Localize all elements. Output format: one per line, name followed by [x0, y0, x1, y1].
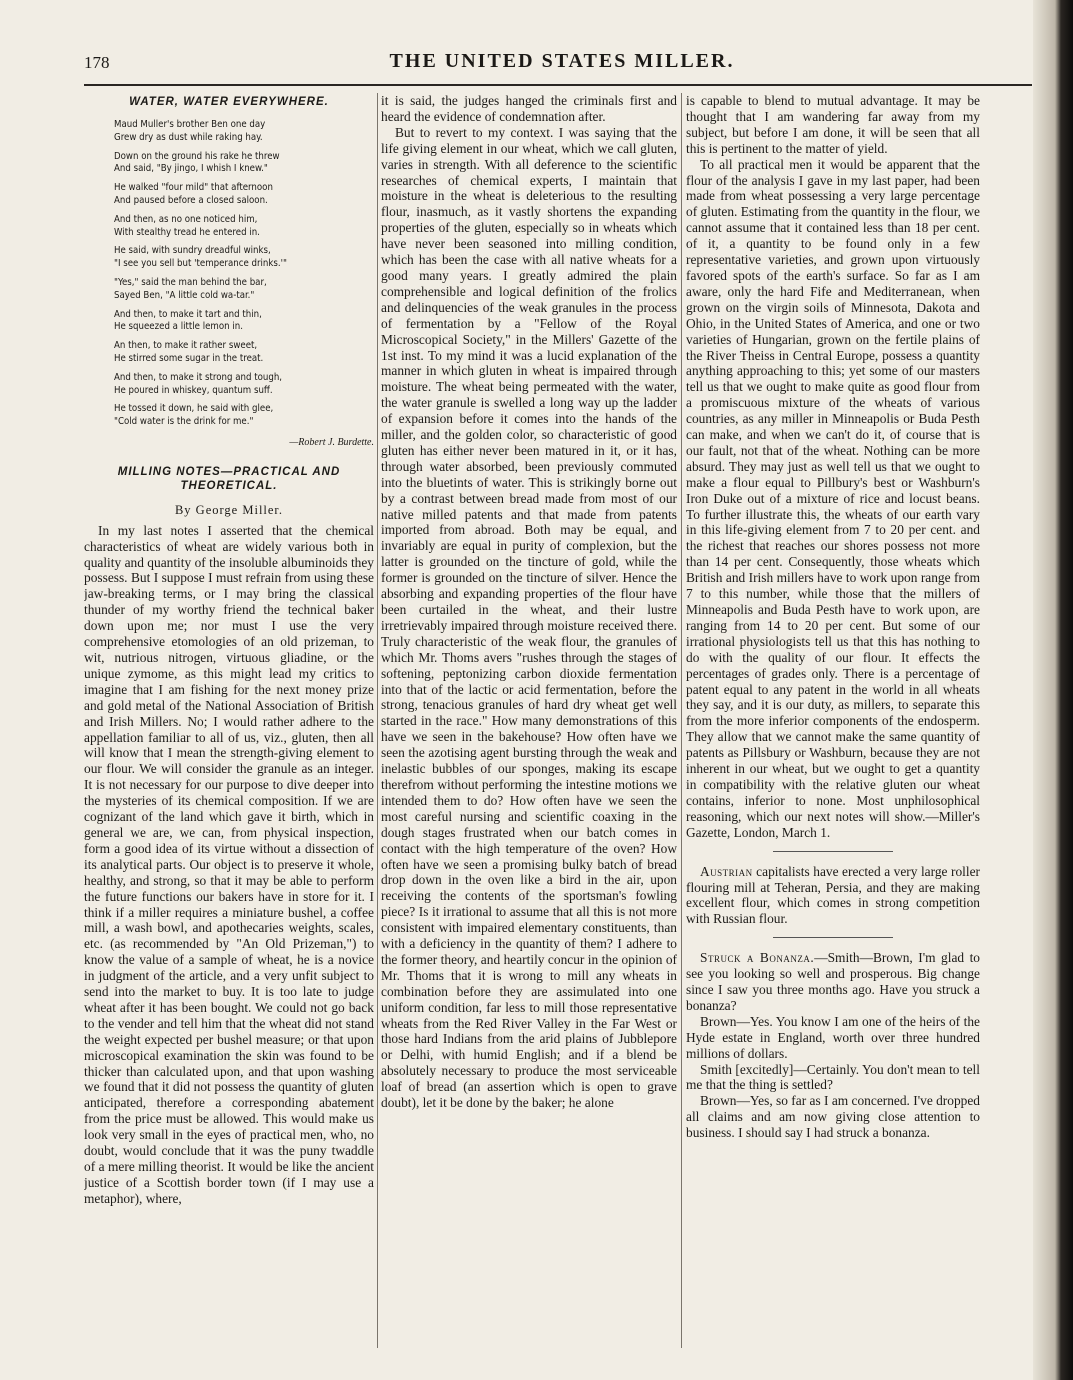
article-paragraph: is capable to blend to mutual advantage. It may be thought that I am wandering far away from my subject, but before I am done, it will be seen that all this is pertinent to the matter of yield. [686, 93, 980, 156]
bonanza-paragraph [686, 1093, 980, 1141]
section-separator [773, 851, 893, 852]
bonanza-paragraph [686, 950, 980, 1014]
poem-stanza [114, 119, 374, 145]
poem-line: And then, as no one noticed him, [114, 213, 258, 225]
poem-line: He tossed it down, he said with glee, [114, 403, 274, 415]
poem-stanza [114, 372, 374, 398]
page-header [84, 50, 1040, 80]
poem-line: "I see you sell but 'temperance drinks.'" [114, 258, 287, 270]
bonanza-lead: Struck a Bonanza. [700, 950, 815, 966]
poem-stanza [114, 277, 374, 303]
poem-line: He said, with sundry dreadful winks, [114, 245, 271, 257]
poem-line: He poured in whiskey, quantum suff. [114, 384, 273, 396]
article-body-col3 [686, 93, 980, 841]
bonanza-item [686, 950, 980, 1141]
publication-title: THE UNITED STATES MILLER. [389, 50, 735, 72]
poem [114, 119, 374, 429]
poem-line: And then, to make it strong and tough, [114, 371, 283, 383]
poem-line: And paused before a closed saloon. [114, 194, 268, 206]
poem-line: He walked "four mild" that afternoon [114, 182, 273, 194]
austrian-item [686, 864, 980, 928]
article-paragraph: To all practical men it would be apparent that the flour of the analysis I gave in my last paper, had been made from wheat possessing a very large percentage of gluten. Estimating from the quantity in the flour, we cannot assume that it contained less than 18 per cent. of it, a quantity to be found only in a few representative varieties, and grown upon virtuously favored spots of the earth's surface. So far as I am aware, only the hard Fife and Mediterranean, when grown on the virgin soils of Minnesota, Dakota and Ohio, in the United States of America, and one or two varieties of Hungarian, grown on the fertile plains of the River Theiss in Central Europe, possess a quantity anything approaching to this; yet some of our masters tell us that we ought to make quite as good flour from a promiscuous mixture of the wheats of various countries, as any miller in Minneapolis or Buda Pesth can make, and when we can't do it, of course that is our fault, not that of the wheat. Nothing can be more absurd. They may just as well tell us that we ought to make a flour equal to Pillbury's best or Washburn's Iron Duke out of a mixture of rice and locust beans. To further illustrate this, the wheats of our earth vary in this life-giving element from 7 to 20 per cent. and the richest that reaches our shores possess not more than 14 per cent. Consequently, those wheats which British and Irish millers have to work upon range from 7 to this number, while those that the millers of Minneapolis and Buda Pesth have to work upon, are ranging from 14 to 20 per cent. But some of our irrational physiologists tell us that this has nothing to do with the quality of our flour. It effects the percentages of grades only. There is a percentage of patent equal to any patent in the world in all wheats they say, and it is our duty, as millers, to separate this from the more inferior components of the endosperm. They allow that we cannot make the same quantity of patents as Pillsbury or Washburn, because they are not inherent in our wheat, but we ought to get a quantity in compatibility with the relative gluten our wheat contains, inferior to none. Most unphilosophical reasoning, which our next notes will show.—Miller's Gazette, London, March 1. [686, 156, 980, 840]
header-rule [84, 84, 1032, 86]
poem-line: He squeezed a little lemon in. [114, 321, 243, 333]
poem-line: And then, to make it tart and thin, [114, 308, 262, 320]
poem-stanza [114, 403, 374, 429]
poem-line: Grew dry as dust while raking hay. [114, 131, 263, 143]
article-paragraph: But to revert to my context. I was saying that the life giving element in our wheat, which we call gluten, varies in strength. With all deference to the scientific researches of chemical experts, I maintain that moisture in the wheat is deleterious to the resulting flour, inasmuch, as it vastly shortens the expanding properties of the gluten, especially so in wheats which have never been seasoned into milling condition, which has been the case with all native wheats for a good many years. I greatly admired the plain comprehensible and logical definition of the frolics and delinquencies of the weak granules in the process of fermentation by a "Fellow of the Royal Microscopical Society," in the Millers' Gazette of the 1st inst. To my mind it was a lucid explanation of the manner in which gluten in wheat is impaired through moisture. The wheat being permeated with the water, the water granule is swelled a long way up the ladder of expansion before it comes into the hands of the miller, and the golden color, so characteristic of good gluten has either never been matured in it, or it has, through water absorbed, been previously commuted into the bluetints of water. This is strikingly borne out by a contrast between bread made from most of our native milled patents and that made from patents imported from abroad. Both may be equal, and invariably are equal in purity of complexion, but the latter is grounded on the tincture of gold, while the former is grounded on the tincture of silver. Hence the absorbing and expanding properties of the flour have been curtailed in the wheat, and their lustre irretrievably impaired through moisture received there. Truly characteristic of the weak flour, the granules of which Mr. Thoms avers "rushes through the stages of softening, peptonizing carbon dioxide fermentation into that of the lactic or acid fermentation, before the strong, tenacious granules of hard dry wheat get well started in the race." How many demonstrations of this have we seen in the bakehouse? How often have we seen the azotising agent bursting through the weak and inelastic bubbles of our sponges, making its escape therefrom without performing the intestine motions we intended them to do? How often have we seen the most careful nursing and scientific coaxing in the dough stages frustrated when our batch comes in contact with the high temperature of the oven? How often have we seen a promising bulky batch of bread drop down in the oven like a bird in the air, upon receiving the contents of the sportsman's fowling piece? Is it irrational to assume that all this is not more consistent with impaired elementary constituents, than with a deficiency in the quantity of them? I adhere to the former theory, and heartily concur in the opinion of Mr. Thoms that it is wrong to mill any wheats in combination before they are assimulated into one uniform condition, far less to mill those representative wheats from the Red River Valley in the Far West or those hard Indians from the arid plains of Jubblepore or Delhi, with humid English; and if a blend be absolutely necessary to produce the most serviceable loaf of bread (an assertion which is open to grave doubt), let it be done by the baker; he alone [381, 124, 677, 1111]
austrian-text: capitalists have erected a very large roller flouring mill at Teheran, Persia, and they are making excellent flour, which comes in strong competition with Russian flour. [686, 863, 980, 927]
column-2 [381, 93, 677, 1353]
column-1 [84, 93, 374, 1353]
poem-line: "Cold water is the drink for me." [114, 416, 254, 428]
page-number: 178 [84, 53, 110, 72]
poem-stanza [114, 151, 374, 177]
article-byline: By George Miller. [174, 502, 284, 517]
section-separator [773, 937, 893, 938]
poem-title: WATER, WATER EVERYWHERE. [129, 96, 329, 108]
poem-line: Maud Muller's brother Ben one day [114, 119, 266, 130]
poem-stanza [114, 340, 374, 366]
bonanza-text: —Smith—Brown, I'm glad to see you looking so well and prosperous. Big change since I saw you three months ago. Have you struck a bonanza? [686, 950, 980, 1013]
bonanza-paragraph [686, 1014, 980, 1062]
column-3 [686, 93, 980, 1353]
poem-line: And said, "By jingo, I whish I knew." [114, 163, 268, 175]
poem-line: He stirred some sugar in the treat. [114, 352, 264, 364]
bonanza-text: Brown—Yes. You know I am one of the heirs of the Hyde estate in England, worth over three hundred millions of dollars. [686, 1013, 980, 1061]
bonanza-text: Smith [excitedly]—Certainly. You don't mean to tell me that the thing is settled? [686, 1061, 980, 1093]
poem-line: An then, to make it rather sweet, [114, 340, 258, 352]
poem-attribution: —Robert J. Burdette. [289, 436, 374, 448]
article-title: MILLING NOTES—PRACTICAL AND THEORETICAL. [117, 465, 341, 492]
column-divider [377, 93, 378, 1348]
poem-stanza [114, 214, 374, 240]
poem-line: "Yes," said the man behind the bar, [114, 276, 267, 288]
column-divider [681, 93, 682, 1348]
poem-stanza [114, 182, 374, 208]
article-body-col2 [381, 93, 677, 1111]
poem-line: With stealthy tread he entered in. [114, 226, 260, 238]
poem-line: Sayed Ben, "A little cold wa-tar." [114, 289, 255, 301]
page-binding-edge [1033, 0, 1073, 1380]
poem-stanza [114, 309, 374, 335]
bonanza-text: Brown—Yes, so far as I am concerned. I've dropped all claims and am now giving close attention to business. I should say I had struck a bonanza. [686, 1093, 980, 1141]
article-paragraph: it is said, the judges hanged the criminals first and heard the evidence of condemnation after. [381, 93, 677, 124]
poem-line: Down on the ground his rake he threw [114, 150, 280, 162]
poem-stanza [114, 245, 374, 271]
austrian-lead: Austrian [700, 863, 753, 879]
bonanza-paragraph [686, 1062, 980, 1094]
article-body-col1 [84, 523, 374, 1207]
article-paragraph: In my last notes I asserted that the chemical characteristics of wheat are widely various both in quality and quantity of the insoluble albuminoids they possess. But I suppose I must refrain from using these jaw-breaking terms, or I may bring the classical thunder of my worthy friend the technical baker down upon me; nor must I use the very comprehensive etomologies of an old prizeman, to wit, nutrious nitrogen, virtuous gliadine, or the unique zymome, as this might lead my critics to imagine that I am fishing for the next money prize and gold metal of the National Association of British and Irish Millers. No; I would rather adhere to the appellation familiar to all of us, viz., gluten, then all will know that I mean the strength-giving element to our flour. We will consider the granule as an integer. It is not necessary for our purpose to dive deeper into the mysteries of its chemical composition. If we are cognizant of the land which gave it birth, which in general we are, we can, from physical inspection, form a good idea of its virtue without a dissection of its analytical parts. Our object is to preserve it whole, healthy, and strong, so that it may be able to perform the future functions our bakers have in store for it. I think if a miller requires a miniature bushel, a coffee mill, a wash bowl, and apothecaries weights, scales, etc. (as recommended by "An Old Prizeman,") to know the value of a sample of wheat, he is a novice in judgment of the article, and a very unfit subject to send into the market to buy. It is too late to judge wheat after it has been bought. We could not go back to the vender and tell him that the wheat did not stand the weight expected per bushel measure; or that upon microscopical examination the skin was found to be thicker than calculated upon, and that upon washing we found that it did not possess the quantity of gluten anticipated, therefore a corresponding abatement from the price must be allowed. This would make us look very small in the eyes of practical men, who, no doubt, would conclude that it was the puny twaddle of a mere milling theorist. It would be like the ancient justice of a Scottish border town (if I may use a metaphor), where, [84, 522, 374, 1206]
